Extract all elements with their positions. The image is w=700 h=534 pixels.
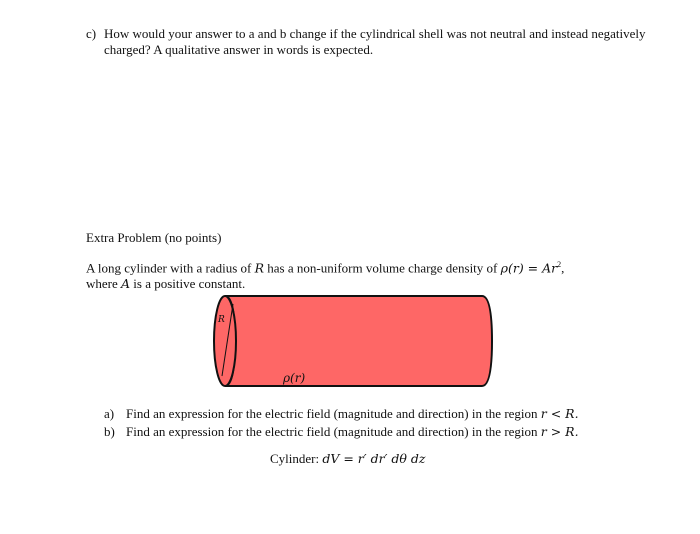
extra-problem-title: Extra Problem (no points)	[86, 230, 222, 245]
cylinder-end-cap	[214, 296, 236, 386]
extra-problem-statement	[86, 257, 646, 292]
part-a-text: Find an expression for the electric field (magnitude and direction) in the region	[126, 406, 541, 421]
part-a-marker: a)	[104, 406, 115, 421]
parts-list	[104, 406, 664, 442]
question-c-label: c)	[86, 26, 97, 41]
part-a	[104, 406, 664, 422]
part-b	[104, 424, 664, 440]
part-b-condition: r > R.	[540, 424, 579, 439]
formula-expression: dV = r′ dr′ dθ dz	[322, 451, 426, 466]
statement-text-1: A long cylinder with a radius of	[86, 260, 255, 276]
statement-text-3: ,	[561, 260, 565, 276]
statement-text-2: has a non-uniform volume charge density of	[264, 260, 501, 276]
question-c-text: How would your answer to a and b change if the cylindrical shell was not neutral and instead negatively charged? A qualitative answer in words is expected.	[104, 26, 646, 57]
radius-label: R	[218, 315, 225, 325]
density-expression: ρ(r) = Ar	[500, 260, 558, 276]
statement-text-5: is a positive constant.	[130, 276, 246, 292]
part-a-condition: r < R.	[540, 406, 579, 421]
density-exponent: 2	[557, 260, 562, 269]
part-b-text: Find an expression for the electric field (magnitude and direction) in the region	[126, 424, 541, 439]
question-c	[86, 26, 666, 58]
part-b-marker: b)	[104, 424, 115, 439]
density-label: ρ(r)	[283, 371, 306, 385]
cylinder-body	[225, 296, 492, 386]
cylinder-volume-formula	[270, 451, 425, 467]
radius-symbol: R	[254, 260, 265, 276]
constant-symbol: A	[121, 276, 131, 292]
statement-text-4: where	[86, 276, 122, 292]
formula-label: Cylinder:	[270, 451, 323, 466]
cylinder-figure	[205, 292, 495, 392]
